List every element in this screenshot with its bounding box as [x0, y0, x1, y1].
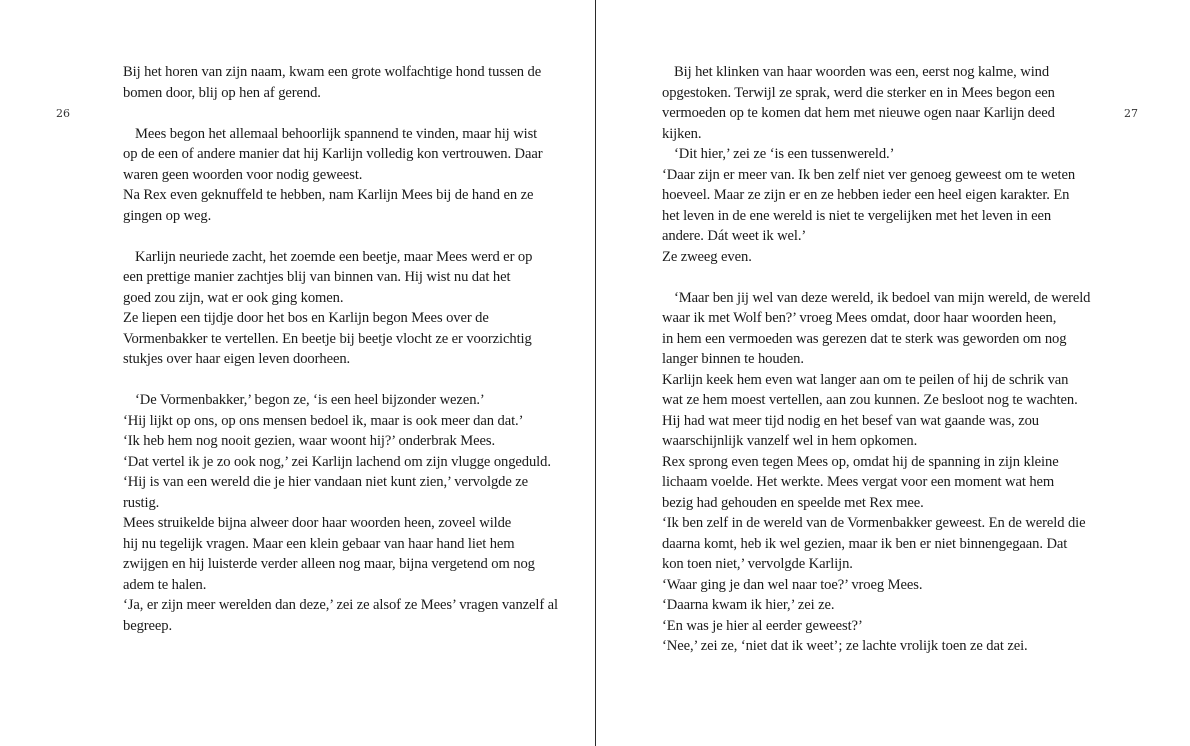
text-line: gingen op weg.	[123, 207, 212, 224]
text-line: Na Rex even geknuffeld te hebben, nam Karlijn Mees bij de hand en ze	[123, 187, 534, 203]
text-line: Karlijn keek hem even wat langer aan om te peilen of hij de schrik van	[662, 371, 1069, 388]
text-line: waren geen woorden voor nodig geweest.	[123, 166, 363, 183]
text-line: ‘Dat vertel ik je zo ook nog,’ zei Karlijn lachend om zijn vlugge ongeduld.	[123, 453, 551, 470]
text-line: ‘Hij lijkt op ons, op ons mensen bedoel ik, maar is ook meer dan dat.’	[123, 412, 524, 429]
text-line: ‘Maar ben jij wel van deze wereld, ik bedoel van mijn wereld, de wereld	[674, 289, 1091, 306]
text-line: ‘Nee,’ zei ze, ‘niet dat ik weet’; ze lachte vrolijk toen ze dat zei.	[662, 638, 1028, 654]
text-line: ‘Waar ging je dan wel naar toe?’ vroeg Mees.	[662, 576, 923, 593]
text-line: Mees struikelde bijna alweer door haar woorden heen, zoveel wilde	[123, 515, 512, 531]
text-line: Bij het klinken van haar woorden was een, eerst nog kalme, wind	[674, 64, 1050, 80]
paragraph-spacer	[123, 103, 558, 124]
text-line: zwijgen en hij luisterde verder alleen nog maar, bijna vergetend om nog	[123, 556, 535, 572]
text-line: ‘Dit hier,’ zei ze ‘is een tussenwereld.’	[674, 146, 895, 162]
text-line: ‘En was je hier al eerder geweest?’	[662, 617, 863, 634]
text-line: Ze liepen een tijdje door het bos en Karlijn begon Mees over de	[123, 310, 489, 326]
text-line: Ze zweeg even.	[662, 248, 752, 265]
text-line: op de een of andere manier dat hij Karlijn volledig kon vertrouwen. Daar	[123, 146, 543, 162]
text-line: langer binnen te houden.	[662, 351, 804, 367]
text-line: ‘Ja, er zijn meer werelden dan deze,’ zei ze alsof ze Mees’ vragen vanzelf al	[123, 597, 558, 613]
text-line: in hem een vermoeden was gerezen dat te sterk was geworden om nog	[662, 330, 1067, 347]
text-line: ‘Daarna kwam ik hier,’ zei ze.	[662, 597, 835, 613]
page-number-right: 27	[1124, 107, 1138, 120]
text-line: goed zou zijn, wat er ook ging komen.	[123, 289, 344, 306]
paragraph-spacer	[662, 267, 1090, 288]
left-page-text	[123, 62, 558, 636]
paragraph-spacer	[123, 226, 558, 247]
text-line: Rex sprong even tegen Mees op, omdat hij de spanning in zijn kleine	[662, 453, 1059, 470]
text-line: Karlijn neuriede zacht, het zoemde een beetje, maar Mees werd er op	[135, 248, 533, 265]
text-line: ‘Hij is van een wereld die je hier vandaan niet kunt zien,’ vervolgde ze	[123, 474, 529, 490]
text-line: Hij had wat meer tijd nodig en het besef van wat gaande was, zou	[662, 412, 1039, 429]
text-line: het leven in de ene wereld is niet te vergelijken met het leven in een	[662, 207, 1052, 224]
right-page-text	[662, 62, 1090, 657]
text-line: rustig.	[123, 494, 160, 511]
text-line: bezig had gehouden en speelde met Rex mee.	[662, 494, 924, 511]
text-line: wat ze hem moest vertellen, aan zou kunnen. Ze besloot nog te wachten.	[662, 392, 1078, 408]
right-page	[596, 0, 1190, 746]
text-line: vermoeden op te komen dat hem met nieuwe ogen naar Karlijn deed	[662, 105, 1055, 121]
text-line: waarschijnlijk vanzelf wel in hem opkomen.	[662, 433, 918, 449]
text-line: Bij het horen van zijn naam, kwam een grote wolfachtige hond tussen de	[123, 64, 542, 80]
text-line: een prettige manier zachtjes blij van binnen van. Hij wist nu dat het	[123, 269, 511, 285]
text-line: waar ik met Wolf ben?’ vroeg Mees omdat, door haar woorden heen,	[662, 310, 1057, 326]
text-line: ‘Daar zijn er meer van. Ik ben zelf niet ver genoeg geweest om te weten	[662, 166, 1076, 183]
text-line: lichaam voelde. Het werkte. Mees vergat voor een moment wat hem	[662, 474, 1055, 490]
text-line: andere. Dát weet ik wel.’	[662, 228, 807, 244]
text-line: daarna komt, heb ik wel gezien, maar ik ben er niet binnengegaan. Dat	[662, 535, 1068, 552]
text-line: kon toen niet,’ vervolgde Karlijn.	[662, 556, 853, 572]
text-line: stukjes over haar eigen leven doorheen.	[123, 351, 351, 367]
text-line: hoeveel. Maar ze zijn er en ze hebben ieder een heel eigen karakter. En	[662, 187, 1070, 203]
text-line: kijken.	[662, 125, 702, 142]
page-number-left: 26	[56, 107, 70, 120]
text-line: ‘Ik ben zelf in de wereld van de Vormenbakker geweest. En de wereld die	[662, 515, 1086, 531]
text-line: Mees begon het allemaal behoorlijk spannend te vinden, maar hij wist	[135, 125, 538, 142]
text-line: adem te halen.	[123, 576, 207, 593]
text-line: hij nu tegelijk vragen. Maar een klein gebaar van haar hand liet hem	[123, 535, 515, 552]
text-line: Vormenbakker te vertellen. En beetje bij beetje vlocht ze er voorzichtig	[123, 330, 532, 347]
text-line: ‘Ik heb hem nog nooit gezien, waar woont hij?’ onderbrak Mees.	[123, 433, 496, 449]
text-line: opgestoken. Terwijl ze sprak, werd die sterker en in Mees begon een	[662, 84, 1055, 101]
paragraph-spacer	[123, 370, 558, 391]
text-line: begreep.	[123, 617, 173, 634]
text-line: ‘De Vormenbakker,’ begon ze, ‘is een heel bijzonder wezen.’	[135, 392, 485, 408]
text-line: bomen door, blij op hen af gerend.	[123, 84, 321, 101]
